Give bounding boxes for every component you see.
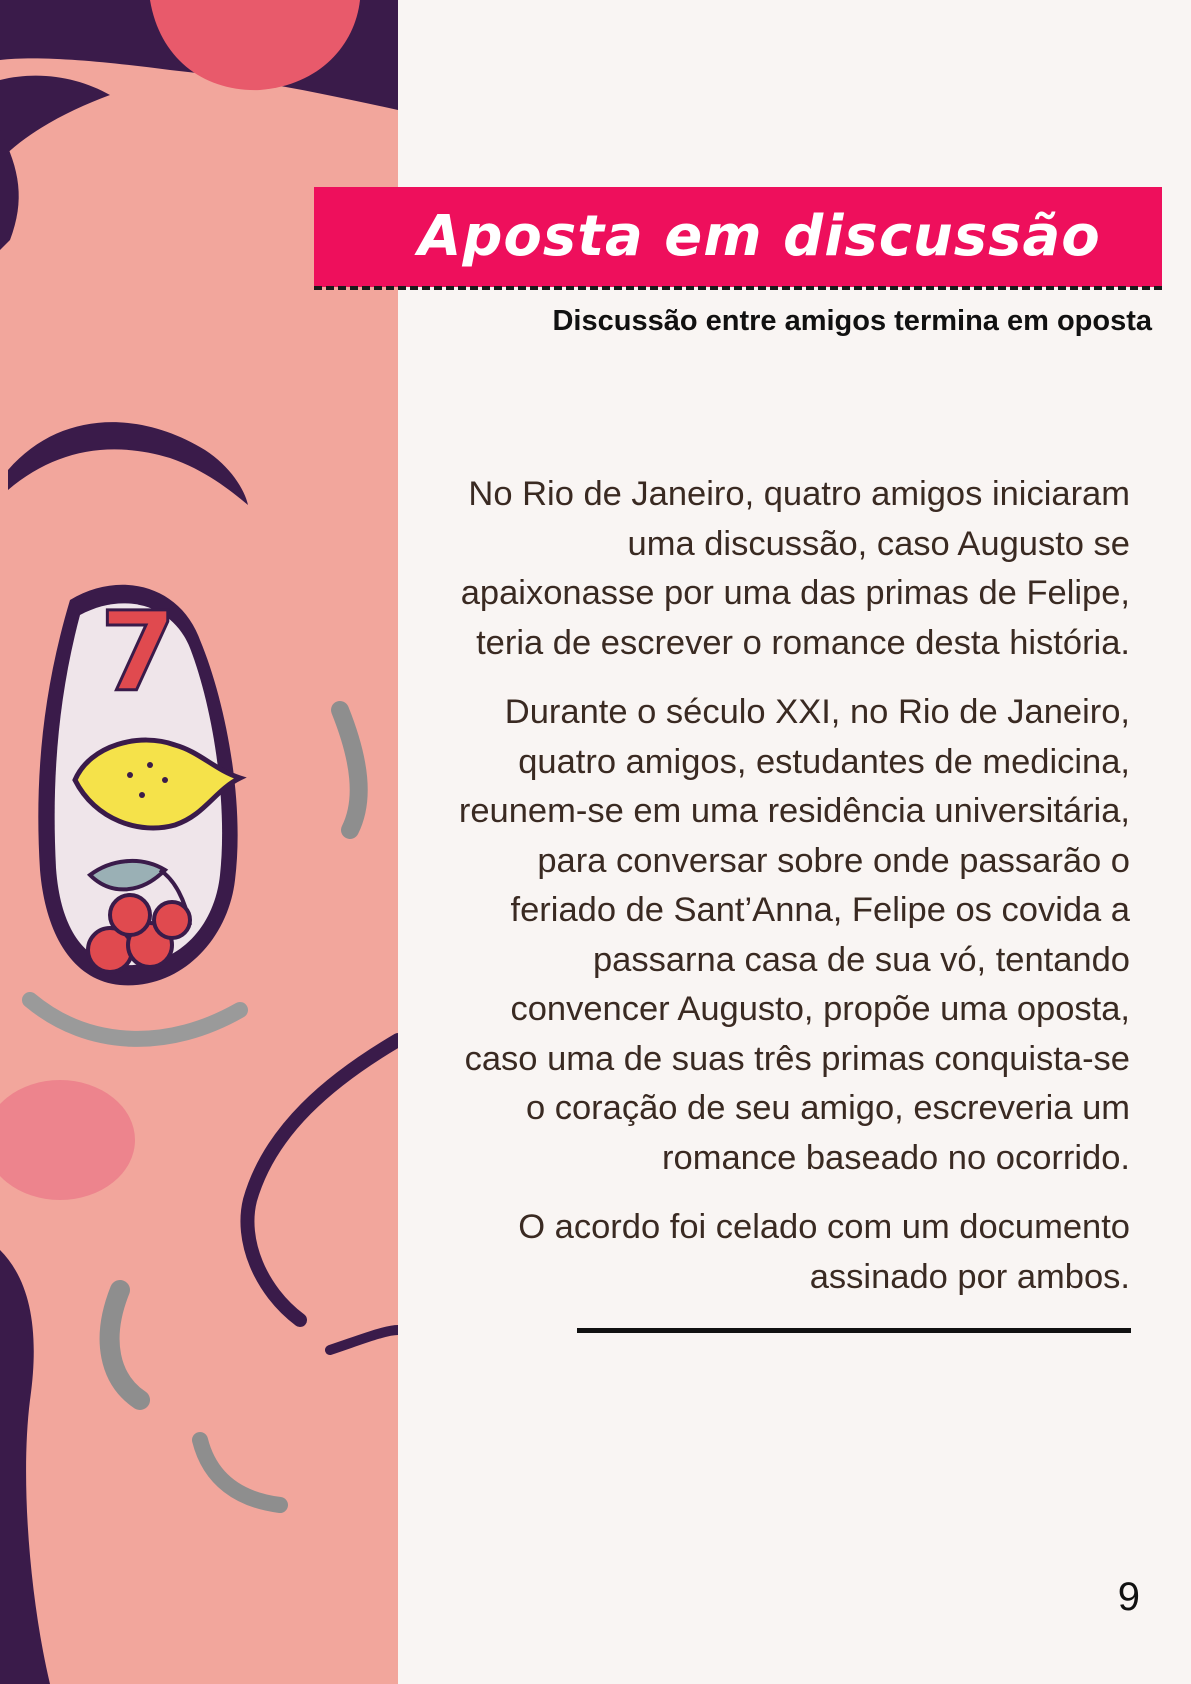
paragraph: O acordo foi celado com um documento assinado por ambos. xyxy=(518,1208,1130,1296)
face-edge-lower xyxy=(0,1250,50,1684)
lemon-dot xyxy=(139,792,145,798)
end-divider xyxy=(577,1328,1131,1333)
page-number: 9 xyxy=(1117,1575,1140,1619)
lemon-dot xyxy=(162,777,168,783)
shadow-stroke xyxy=(340,710,359,830)
seven-symbol: 7 xyxy=(100,588,177,716)
cherry xyxy=(154,902,190,938)
paragraph: No Rio de Janeiro, quatro amigos iniciaram uma discussão, caso Augusto se apaixonasse por uma das primas de Felipe, teria de escrever o romance desta história. xyxy=(460,475,1130,662)
paragraph: Durante o século XXI, no Rio de Janeiro, quatro amigos, estudantes de medicina, reunem-se em uma residência universitária, para conversar sobre onde passarão o feriado de Sant’Anna, Felipe os covida a passarna casa de sua vó, tentando convencer Augusto, propõe uma oposta, caso uma de suas três primas conquista-se o coração de seu amigo, escreveria um romance baseado no ocorrido. xyxy=(458,693,1130,1177)
lemon-dot xyxy=(147,762,153,768)
face-line xyxy=(330,1330,398,1350)
shadow-stroke xyxy=(110,1290,140,1400)
shadow-stroke xyxy=(200,1440,280,1505)
shadow-stroke xyxy=(30,1000,240,1039)
hair-strand xyxy=(0,76,110,160)
eyebrow xyxy=(8,422,248,505)
face-line xyxy=(247,1040,398,1320)
seven-icon xyxy=(100,588,177,716)
article-body xyxy=(450,470,1130,1322)
page-title: Aposta em discussão xyxy=(418,204,1101,269)
cheek-blush xyxy=(0,1080,135,1200)
page-subtitle: Discussão entre amigos termina em oposta xyxy=(552,305,1152,337)
lemon-dot xyxy=(127,772,133,778)
dashed-divider xyxy=(314,286,1162,290)
cherry xyxy=(110,895,150,935)
